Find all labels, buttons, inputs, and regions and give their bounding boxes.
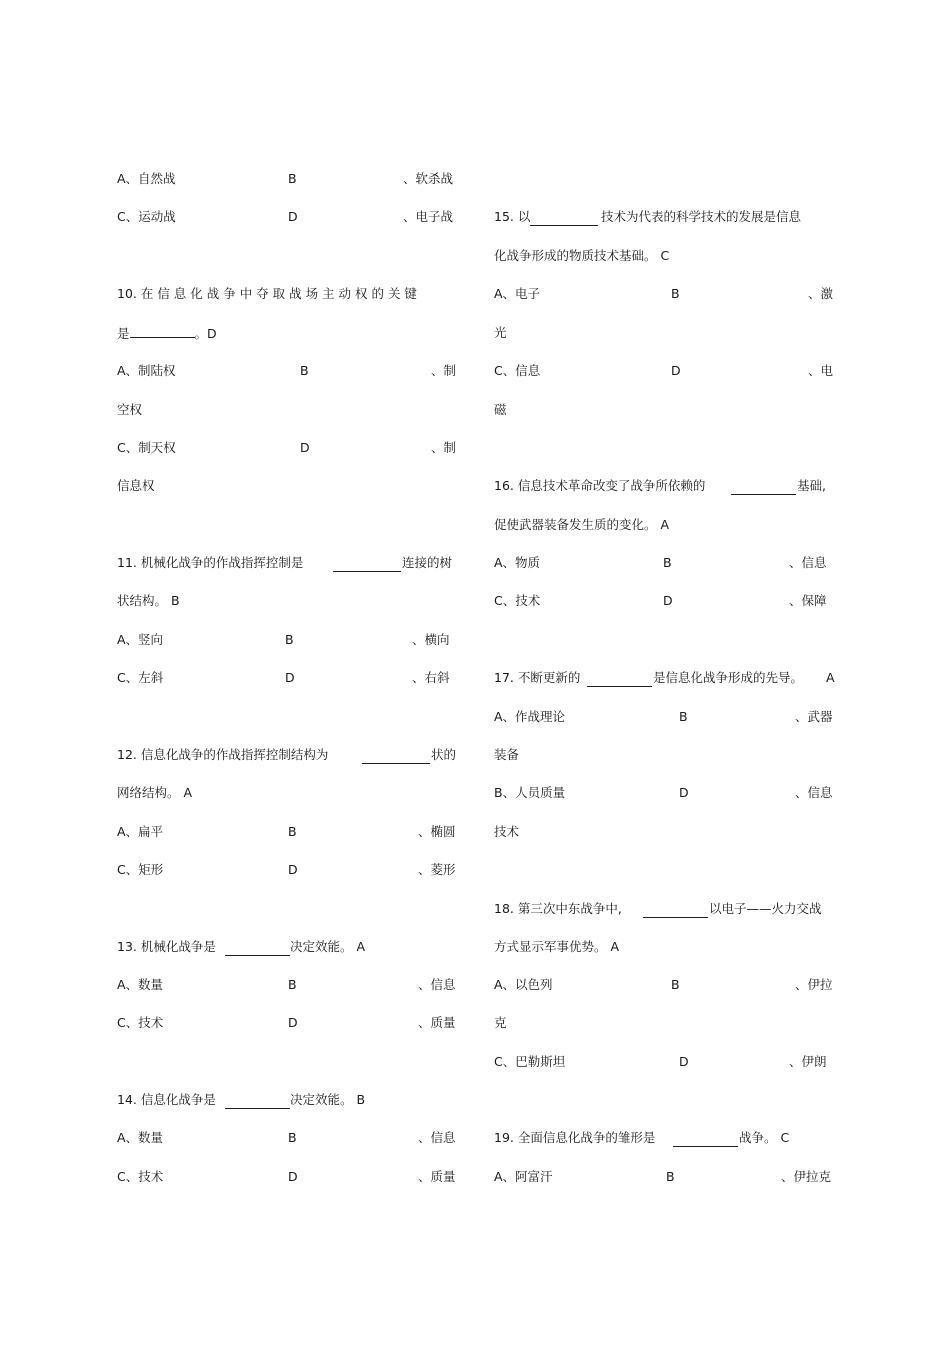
q14-option-b-text: 、信息	[418, 1130, 456, 1145]
q17-option-b-text: 、武器	[795, 709, 833, 724]
q9-option-d-text: 、电子战	[403, 209, 454, 224]
q11-question-line2: 状结构。 B	[117, 593, 180, 608]
q13-blank	[225, 943, 290, 956]
q13-option-b-letter: B	[288, 977, 297, 992]
q9-option-c: C、运动战	[117, 209, 176, 224]
q12-blank	[362, 751, 430, 764]
q10-option-d-cont: 信息权	[117, 478, 155, 493]
q18-option-b-letter: B	[671, 977, 680, 992]
q12-option-d-letter: D	[288, 862, 298, 877]
q10-question-line1: 10. 在 信 息 化 战 争 中 夺 取 战 场 主 动 权 的 关 键	[117, 286, 417, 301]
q17-answer: A	[826, 670, 835, 685]
q15-option-a: A、电子	[494, 286, 541, 301]
q15-option-d-letter: D	[671, 363, 681, 378]
q10-suffix: 。D	[194, 326, 217, 341]
q16-option-a: A、物质	[494, 555, 541, 570]
q12-question-line2: 网络结构。 A	[117, 785, 193, 800]
q13-question-pre: 13. 机械化战争是	[117, 939, 216, 954]
q11-option-b-letter: B	[285, 632, 294, 647]
q17-option-b-letter: B	[679, 709, 688, 724]
q18-option-b-text: 、伊拉	[795, 977, 833, 992]
q15-blank	[530, 213, 598, 226]
q16-option-b-text: 、信息	[789, 555, 827, 570]
q10-blank	[130, 325, 195, 338]
q19-option-b-letter: B	[666, 1169, 675, 1184]
q10-option-b-cont: 空权	[117, 402, 143, 417]
q18-question-line1-post: 以电子——火力交战	[709, 901, 822, 916]
q11-blank	[333, 559, 401, 572]
q11-option-d-letter: D	[285, 670, 295, 685]
q9-option-b-letter: B	[288, 171, 297, 186]
q14-option-d-letter: D	[288, 1169, 298, 1184]
q16-blank	[731, 482, 796, 495]
q13-option-c: C、技术	[117, 1015, 164, 1030]
q10-option-a: A、制陆权	[117, 363, 176, 378]
q17-option-a: A、作战理论	[494, 709, 566, 724]
q18-blank	[643, 905, 708, 918]
q9-option-b-text: 、软杀战	[403, 171, 454, 186]
q16-question-line1-pre: 16. 信息技术革命改变了战争所依赖的	[494, 478, 706, 493]
q11-question-line1-pre: 11. 机械化战争的作战指挥控制是	[117, 555, 304, 570]
q14-option-c: C、技术	[117, 1169, 164, 1184]
q18-question-line2: 方式显示军事优势。 A	[494, 939, 620, 954]
q16-option-d-letter: D	[663, 593, 673, 608]
q19-option-a: A、阿富汗	[494, 1169, 553, 1184]
q18-question-line1-pre: 18. 第三次中东战争中,	[494, 901, 622, 916]
q14-question-post: 决定效能。 B	[290, 1092, 366, 1107]
q12-option-d-text: 、菱形	[418, 862, 456, 877]
q14-option-d-text: 、质量	[418, 1169, 456, 1184]
q15-option-b-text: 、激	[808, 286, 834, 301]
q15-option-c: C、信息	[494, 363, 541, 378]
q17-blank	[587, 674, 652, 687]
q17-question-line1-pre: 17. 不断更新的	[494, 670, 581, 685]
q12-option-b-letter: B	[288, 824, 297, 839]
q15-question-line1-pre: 15. 以	[494, 209, 531, 224]
q15-question-line1-post: 技术为代表的科学技术的发展是信息	[601, 209, 802, 224]
q11-option-b-text: 、横向	[412, 632, 450, 647]
q17-option-d-cont: 技术	[494, 824, 520, 839]
q12-question-line1-pre: 12. 信息化战争的作战指挥控制结构为	[117, 747, 329, 762]
q19-blank	[673, 1134, 738, 1147]
q18-option-a: A、以色列	[494, 977, 553, 992]
q17-option-d-text: 、信息	[795, 785, 833, 800]
q14-option-a: A、数量	[117, 1130, 164, 1145]
q13-option-d-text: 、质量	[418, 1015, 456, 1030]
q16-question-line1-post: 基础,	[797, 478, 826, 493]
q10-prefix: 是	[117, 326, 130, 341]
q11-question-line1-post: 连接的树	[402, 555, 453, 570]
q17-question-line1-post: 是信息化战争形成的先导。	[653, 670, 804, 685]
q15-option-d-cont: 磁	[494, 402, 507, 417]
q19-question-line1-pre: 19. 全面信息化战争的雏形是	[494, 1130, 656, 1145]
q12-option-b-text: 、椭圆	[418, 824, 456, 839]
q13-option-a: A、数量	[117, 977, 164, 992]
q19-question-line1-post: 战争。 C	[739, 1130, 790, 1145]
q15-option-b-letter: B	[671, 286, 680, 301]
q16-option-d-text: 、保障	[789, 593, 827, 608]
q15-question-line2: 化战争形成的物质技术基础。 C	[494, 248, 670, 263]
q10-question-line2	[117, 325, 217, 342]
q16-option-c: C、技术	[494, 593, 541, 608]
q15-option-d-text: 、电	[808, 363, 834, 378]
q17-option-c: B、人员质量	[494, 785, 566, 800]
q13-option-b-text: 、信息	[418, 977, 456, 992]
q12-question-line1-post: 状的	[431, 747, 457, 762]
q12-option-a: A、扁平	[117, 824, 164, 839]
q12-option-c: C、矩形	[117, 862, 164, 877]
q10-option-c: C、制天权	[117, 440, 176, 455]
q10-option-b-letter: B	[300, 363, 309, 378]
q15-option-b-cont: 光	[494, 325, 507, 340]
q14-option-b-letter: B	[288, 1130, 297, 1145]
q16-option-b-letter: B	[663, 555, 672, 570]
q16-question-line2: 促使武器装备发生质的变化。 A	[494, 517, 670, 532]
q18-option-d-text: 、伊朗	[789, 1054, 827, 1069]
q14-blank	[225, 1096, 290, 1109]
q18-option-c: C、巴勒斯坦	[494, 1054, 566, 1069]
q10-option-b-text: 、制	[431, 363, 457, 378]
q10-option-d-letter: D	[300, 440, 310, 455]
q13-option-d-letter: D	[288, 1015, 298, 1030]
q11-option-a: A、竖向	[117, 632, 164, 647]
q9-option-a: A、自然战	[117, 171, 176, 186]
q10-option-d-text: 、制	[431, 440, 457, 455]
q19-option-b-text: 、伊拉克	[781, 1169, 832, 1184]
q11-option-d-text: 、右斜	[412, 670, 450, 685]
q13-question-post: 决定效能。 A	[290, 939, 366, 954]
q9-option-d-letter: D	[288, 209, 298, 224]
q17-option-b-cont: 装备	[494, 747, 520, 762]
q14-question-pre: 14. 信息化战争是	[117, 1092, 216, 1107]
q18-option-d-letter: D	[679, 1054, 689, 1069]
q18-option-b-cont: 克	[494, 1015, 507, 1030]
q17-option-d-letter: D	[679, 785, 689, 800]
q11-option-c: C、左斜	[117, 670, 164, 685]
